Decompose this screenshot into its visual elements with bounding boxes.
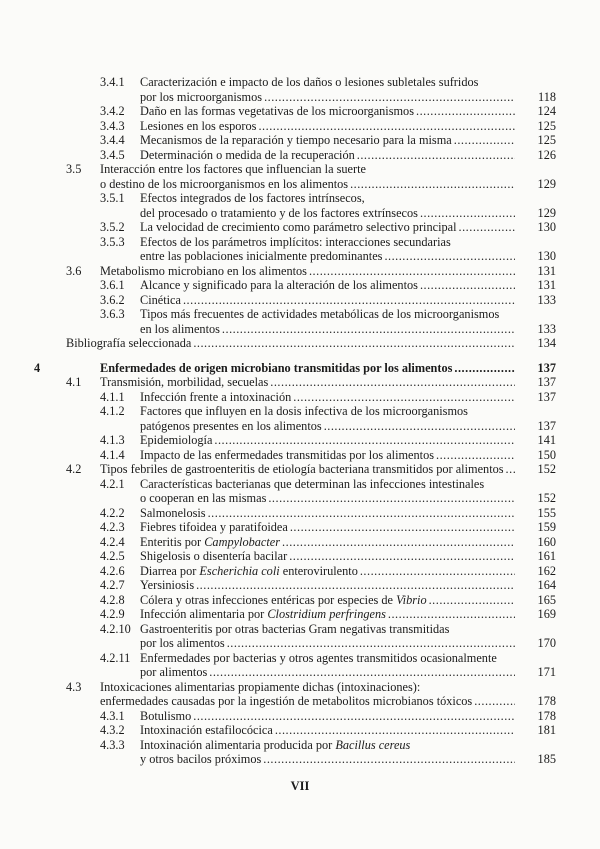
dot-leader [261,752,515,767]
toc-line [0,680,600,695]
section-number: 4.3.2 [100,723,125,737]
dot-leader [382,249,515,264]
toc-section-entry[interactable] [0,293,600,308]
table-of-contents [0,75,600,767]
page-number: 165 [537,592,556,607]
section-number: 4.2.9 [100,607,125,621]
toc-section-entry[interactable] [0,220,600,235]
chapter-gap [0,351,600,361]
title-text: Enfermedades de origen microbiano transmitidas por los alimentos [100,360,453,375]
dot-leader [322,419,515,434]
section-number: 3.5.1 [100,191,125,205]
page-number: 152 [537,462,556,476]
title-text: Cinética [140,292,181,307]
page-number: 133 [537,321,556,336]
toc-chapter-entry[interactable] [0,361,600,376]
italic-term: Campylobacter [204,534,281,549]
toc-section-entry[interactable] [0,104,600,119]
section-number: 4 [34,360,41,375]
title-text: enterovirulento [279,563,358,578]
toc-section-entry[interactable] [0,622,600,651]
toc-section-entry[interactable] [0,404,600,433]
dot-leader [307,264,515,279]
title-text: Determinación o medida de la recuperación [140,147,355,162]
section-title [66,336,191,351]
italic-term: Bacillus cereus [335,737,411,752]
page-number: 134 [537,336,556,350]
toc-line [0,278,600,293]
page-number: 161 [537,549,556,563]
section-title [140,448,434,463]
title-text: por los alimentos [140,636,225,650]
toc-line [0,549,600,564]
title-text: La velocidad de crecimiento como parámetro selectivo principal [140,220,457,234]
italic-term: Clostridium perfringens [267,607,386,621]
toc-section-entry[interactable] [0,307,600,336]
toc-line [0,593,600,608]
page-number: 129 [537,205,556,220]
section-title [140,220,457,235]
page-number: 141 [537,433,556,447]
page-number: 124 [537,104,556,118]
toc-section-entry[interactable] [0,148,600,163]
section-title [140,133,452,148]
section-title [140,636,225,651]
dot-leader [427,593,515,608]
toc-bibliography-entry[interactable] [0,336,600,351]
toc-line [0,622,600,637]
section-title [140,390,291,405]
title-text: Intoxicaciones alimentarias propiamente dichas (intoxinaciones): [100,679,421,694]
toc-section-entry[interactable] [0,535,600,550]
section-title [140,752,261,767]
section-title [140,520,288,535]
dot-leader [452,361,515,376]
toc-section-entry[interactable] [0,564,600,579]
title-text: Cólera y otras infecciones entéricas por especies de [140,592,397,607]
section-number: 4.1.2 [100,404,125,418]
toc-line [0,404,600,419]
toc-line [0,651,600,666]
title-text: Intoxinación estafilocócica [140,723,273,737]
dot-leader [291,390,515,405]
dot-leader [434,448,515,463]
title-text: Transmisión, morbilidad, secuelas [100,375,269,389]
toc-line [0,249,600,264]
section-title [140,578,194,593]
toc-section-entry[interactable] [0,278,600,293]
toc-line [0,665,600,680]
section-title [100,162,366,177]
toc-section-entry[interactable] [0,520,600,535]
dot-leader [273,723,515,738]
toc-line [0,520,600,535]
title-text: Efectos integrados de los factores intrínsecos, [140,191,365,205]
section-number: 3.4.4 [100,133,125,147]
title-text: o cooperan en las mismas [140,491,267,505]
page-number: 160 [537,534,556,549]
toc-line [0,133,600,148]
page-number: 131 [537,263,556,278]
title-text: Fiebres tifoidea y paratifoidea [140,520,288,534]
toc-line [0,694,600,709]
title-text: Tipos febriles de gastroenteritis de etiología bacteriana transmitidos por alimentos [100,462,504,476]
page-number: 129 [537,176,556,191]
section-number: 4.2.3 [100,520,125,534]
dot-leader [418,206,515,221]
section-number: 3.5.3 [100,234,125,249]
section-title [140,564,358,579]
toc-section-entry[interactable] [0,133,600,148]
section-number: 4.1 [66,375,82,389]
toc-section-entry[interactable] [0,433,600,448]
section-title [140,607,386,622]
toc-section-entry[interactable] [0,607,600,622]
section-title [140,119,256,134]
dot-leader [418,278,515,293]
page-number: 169 [537,607,556,621]
toc-line [0,535,600,550]
title-text: Bibliografía seleccionada [66,336,192,350]
toc-line [0,448,600,463]
section-number: 3.6.3 [100,307,125,321]
page-number: 159 [537,520,556,534]
title-text: Yersiniosis [140,578,195,592]
toc-line [0,361,600,376]
toc-line [0,709,600,724]
toc-line [0,307,600,322]
section-title [140,593,427,608]
toc-section-entry[interactable] [0,477,600,506]
toc-line [0,206,600,221]
title-text: Shigelosis o disentería bacilar [140,549,288,563]
toc-line [0,723,600,738]
dot-leader [355,148,515,163]
page-number: 181 [537,723,556,737]
dot-leader [212,433,515,448]
title-text: entre las poblaciones inicialmente predominantes [140,249,383,263]
page-number: 185 [537,752,556,766]
section-number: 3.4.3 [100,118,125,133]
section-title [100,361,452,376]
toc-line [0,738,600,753]
section-title [140,651,497,666]
section-number: 4.2.6 [100,563,125,578]
toc-section-entry[interactable] [0,162,600,191]
dot-leader [268,375,515,390]
toc-line [0,264,600,279]
toc-line [0,90,600,105]
section-title [100,177,348,192]
toc-section-entry[interactable] [0,462,600,477]
toc-line [0,119,600,134]
toc-section-entry[interactable] [0,723,600,738]
page-number: 130 [537,220,556,234]
toc-line [0,322,600,337]
title-text: del procesado o tratamiento y de los factores extrínsecos [140,205,418,220]
section-title [140,709,191,724]
title-text: Factores que influyen en la dosis infectiva de los microorganismos [140,404,468,418]
section-number: 4.2 [66,462,82,476]
section-number: 3.6.2 [100,292,125,307]
title-text: Características bacterianas que determinan las infecciones intestinales [140,476,485,491]
toc-section-entry[interactable] [0,738,600,767]
section-title [140,622,449,637]
title-text: Gastroenteritis por otras bacterias Gram negativas transmitidas [140,621,450,636]
toc-section-entry[interactable] [0,709,600,724]
toc-line [0,104,600,119]
dot-leader [457,220,515,235]
dot-leader [386,607,515,622]
page-number: 170 [537,636,556,650]
title-text: y otros bacilos próximos [140,752,262,766]
section-number: 4.1.4 [100,447,125,462]
section-number: 4.2.2 [100,505,125,520]
toc-line [0,220,600,235]
title-text: por los microorganismos [140,89,263,104]
page-number: 137 [537,375,556,389]
page-number: 162 [537,563,556,578]
title-text: Epidemiología [140,433,213,447]
section-title [140,419,322,434]
toc-line [0,477,600,492]
section-number: 3.6 [66,263,82,278]
section-title [140,75,478,90]
section-title [140,404,468,419]
toc-line [0,607,600,622]
page-number: 155 [537,505,556,520]
title-text: Caracterización e impacto de los daños o lesiones subletales sufridos [140,75,479,89]
section-number: 3.4.5 [100,147,125,162]
page-number: 130 [537,249,556,263]
title-text: Enteritis por [140,534,205,549]
toc-line [0,148,600,163]
dot-leader [225,636,515,651]
dot-leader [256,119,515,134]
title-text: Metabolismo microbiano en los alimentos [100,263,307,278]
title-text: Salmonelosis [140,505,206,520]
toc-section-entry[interactable] [0,191,600,220]
toc-line [0,375,600,390]
toc-section-entry[interactable] [0,75,600,104]
toc-line [0,177,600,192]
page-number: 178 [537,708,556,723]
section-title [140,491,266,506]
section-number: 4.2.5 [100,549,125,563]
title-text: en los alimentos [140,321,220,336]
page-folio: VII [290,779,310,793]
page-number: 137 [537,389,556,404]
title-text: o destino de los microorganismos en los alimentos [100,176,349,191]
section-number: 4.3.3 [100,737,125,752]
section-number: 4.2.7 [100,578,125,592]
page-number: 126 [537,147,556,162]
title-text: Efectos de los parámetros implícitos: interacciones secundarias [140,234,451,249]
section-title [140,307,499,322]
title-text: Daño en las formas vegetativas de los microorganismos [140,104,414,118]
section-number: 4.3.1 [100,708,125,723]
section-title [140,148,355,163]
italic-term: Escherichia coli [199,563,280,578]
section-title [100,680,420,695]
toc-line [0,419,600,434]
section-title [100,462,504,477]
dot-leader [262,90,515,105]
toc-line [0,491,600,506]
toc-section-entry[interactable] [0,593,600,608]
section-title [140,191,365,206]
title-text: Botulismo [140,708,192,723]
section-title [140,90,262,105]
dot-leader [452,133,515,148]
dot-leader [358,564,515,579]
title-text: Mecanismos de la reparación y tiempo necesario para la misma [140,133,452,147]
page-number: 125 [537,118,556,133]
toc-section-entry[interactable] [0,549,600,564]
toc-line [0,191,600,206]
section-title [140,235,451,250]
section-number: 3.6.1 [100,278,125,292]
page-number: 118 [538,89,556,104]
italic-term: Vibrio [396,592,427,607]
dot-leader [288,520,515,535]
dot-leader [207,665,515,680]
toc-line [0,578,600,593]
title-text: Infección alimentaria por [140,607,268,621]
section-title [140,723,273,738]
dot-leader [181,293,515,308]
title-text: Alcance y significado para la alteración de los alimentos [140,278,418,292]
dot-leader [280,535,515,550]
dot-leader [348,177,515,192]
toc-line [0,564,600,579]
page-number: 171 [537,665,556,679]
dot-leader [191,336,515,351]
title-text: Intoxinación alimentaria producida por [140,737,336,752]
section-title [140,738,410,753]
page-number: 137 [537,418,556,433]
section-number: 4.2.10 [100,621,131,636]
section-title [140,278,418,293]
section-number: 4.2.11 [100,650,131,665]
toc-line [0,462,600,477]
toc-line [0,433,600,448]
section-title [100,264,307,279]
toc-section-entry[interactable] [0,448,600,463]
page-number: 152 [537,491,556,505]
section-title [140,549,287,564]
section-number: 4.1.3 [100,433,125,447]
section-title [140,249,382,264]
page-number: 164 [537,578,556,592]
toc-line [0,636,600,651]
dot-leader [504,462,515,477]
section-number: 4.2.8 [100,592,125,607]
section-title [100,694,472,709]
page-number: 178 [537,694,556,708]
toc-line [0,506,600,521]
section-number: 4.3 [66,679,82,694]
section-title [140,665,207,680]
section-number: 4.2.4 [100,534,125,549]
title-text: Enfermedades por bacterias y otros agentes transmitidos ocasionalmente [140,650,497,665]
toc-section-entry[interactable] [0,119,600,134]
toc-line [0,293,600,308]
toc-line [0,162,600,177]
section-title [140,104,414,119]
toc-section-entry[interactable] [0,578,600,593]
toc-section-entry[interactable] [0,506,600,521]
dot-leader [472,694,515,709]
section-number: 3.4.1 [100,75,125,89]
toc-section-entry[interactable] [0,651,600,680]
page-number: 133 [537,292,556,307]
dot-leader [194,578,515,593]
title-text: patógenos presentes en los alimentos [140,418,322,433]
toc-section-entry[interactable] [0,390,600,405]
section-number: 4.1.1 [100,389,125,404]
toc-line [0,336,600,351]
toc-line [0,235,600,250]
title-text: Lesiones en los esporos [140,118,257,133]
section-number: 4.2.1 [100,476,125,491]
title-text: por alimentos [140,665,208,679]
dot-leader [191,709,515,724]
title-text: enfermedades causadas por la ingestión de metabolitos microbianos tóxicos [100,694,473,708]
title-text: Diarrea por [140,563,200,578]
toc-section-entry[interactable] [0,375,600,390]
toc-section-entry[interactable] [0,680,600,709]
toc-line [0,390,600,405]
section-number: 3.5.2 [100,220,125,234]
toc-line [0,752,600,767]
toc-section-entry[interactable] [0,235,600,264]
title-text: Tipos más frecuentes de actividades metabólicas de los microorganismos [140,307,500,321]
title-text: Infección frente a intoxinación [140,389,292,404]
dot-leader [206,506,515,521]
dot-leader [414,104,515,119]
page-number: 125 [537,133,556,147]
dot-leader [287,549,515,564]
section-title [140,506,206,521]
section-title [140,293,181,308]
title-text: Interacción entre los factores que influencian la suerte [100,162,366,176]
dot-leader [266,491,515,506]
section-title [140,322,220,337]
section-number: 3.5 [66,162,82,176]
section-title [100,375,268,390]
page-number: 150 [537,447,556,462]
title-text: Impacto de las enfermedades transmitidas por los alimentos [140,447,435,462]
section-title [140,206,418,221]
toc-line [0,75,600,90]
toc-section-entry[interactable] [0,264,600,279]
page-number: 131 [537,278,556,292]
page-number: 137 [537,360,556,375]
section-title [140,477,484,492]
section-title [140,535,280,550]
section-number: 3.4.2 [100,104,125,118]
section-title [140,433,212,448]
dot-leader [220,322,515,337]
